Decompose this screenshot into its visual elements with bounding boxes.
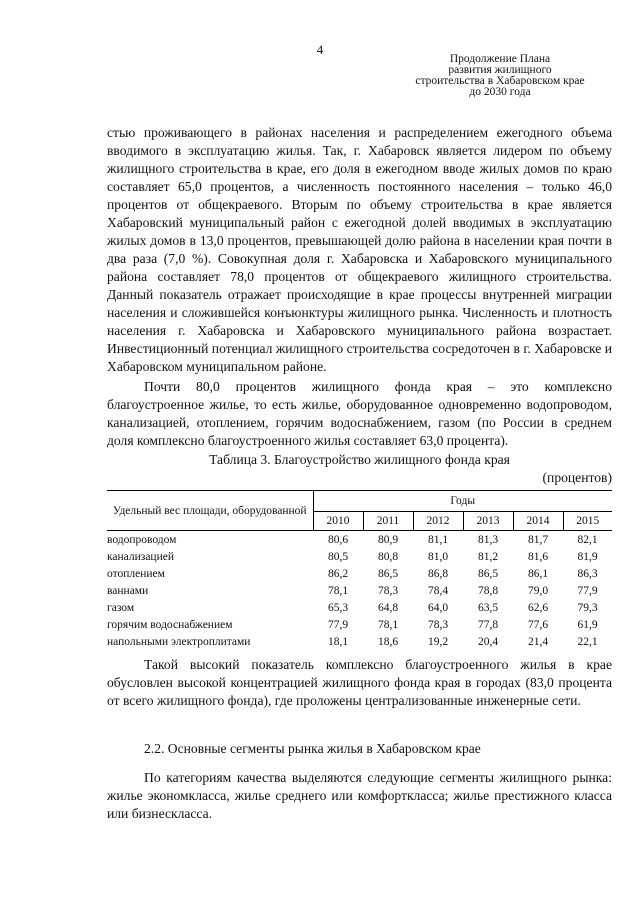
table-cell: 78,8	[477, 584, 499, 597]
table-cell: 77,9	[577, 584, 598, 597]
header-note-line: Продолжение Плана	[449, 53, 551, 65]
table-cell: 86,8	[427, 567, 449, 580]
header-note-line: до 2030 года	[469, 86, 531, 98]
table-cell: 77,8	[477, 618, 499, 631]
table-cell: 81,2	[477, 550, 499, 563]
table-cell: 18,6	[377, 635, 399, 648]
table-header-year: 2014	[513, 512, 563, 531]
table-cell: 64,0	[427, 601, 449, 614]
table-cell: 78,1	[377, 618, 399, 631]
table-cell: 78,4	[427, 584, 449, 597]
table-cell: 81,9	[577, 550, 598, 563]
table-row	[107, 548, 612, 565]
table-row-label: канализацией	[107, 550, 174, 563]
table-cell: 22,1	[577, 635, 598, 648]
table-title: Таблица 3. Благоустройство жилищного фонда края	[209, 452, 510, 467]
section-heading: 2.2. Основные сегменты рынка жилья в Хабаровском крае	[144, 741, 481, 756]
table-cell: 86,3	[577, 567, 598, 580]
table-cell: 86,5	[477, 567, 499, 580]
table-cell: 86,2	[327, 567, 349, 580]
table-cell: 77,9	[327, 618, 349, 631]
table-cell: 81,3	[477, 533, 499, 546]
table-cell: 65,3	[327, 601, 349, 614]
header-note	[390, 54, 610, 98]
table-header-year: 2013	[463, 512, 513, 531]
table-row	[107, 633, 612, 650]
table-header-year: 2015	[563, 512, 612, 531]
page-number: 4	[316, 42, 324, 57]
paragraph-amenities: Почти 80,0 процентов жилищного фонда края – это комплексно благоустроенное жилье, то есть жилье, оборудованное одновременно водопроводом, канализацией, отоплением, горячим водоснабжением, газом (по России в среднем доля комплексно благоустроенного жилья составляет 63,0 процента).	[107, 379, 612, 448]
table-cell: 77,6	[527, 618, 549, 631]
table-cell: 61,9	[577, 618, 598, 631]
table-row-label: водопроводом	[107, 533, 177, 546]
table-cell: 19,2	[427, 635, 449, 648]
table-cell: 64,8	[377, 601, 399, 614]
table-cell: 82,1	[577, 533, 598, 546]
table-cell: 80,6	[327, 533, 349, 546]
table-cell: 80,5	[327, 550, 349, 563]
table-cell: 80,9	[377, 533, 399, 546]
table-cell: 18,1	[327, 635, 349, 648]
table-cell: 21,4	[527, 635, 549, 648]
table-cell: 63,5	[477, 601, 499, 614]
table-cell: 78,3	[427, 618, 449, 631]
table-row-label: напольными электроплитами	[107, 635, 251, 648]
table-unit: (процентов)	[542, 470, 612, 485]
table-cell: 80,8	[377, 550, 399, 563]
table-row-label: отоплением	[107, 567, 165, 580]
table-cell: 86,1	[527, 567, 549, 580]
table-row	[107, 582, 612, 599]
table-row	[107, 531, 612, 549]
table-header-years: Годы	[313, 491, 612, 512]
table-header-row	[107, 491, 612, 512]
table-row	[107, 599, 612, 616]
table-header-name: Удельный вес площади, оборудованной	[107, 491, 313, 531]
amenities-table	[107, 490, 612, 650]
table-cell: 62,6	[527, 601, 549, 614]
table-cell: 81,1	[427, 533, 449, 546]
header-note-line: строительства в Хабаровском крае	[415, 75, 585, 87]
table-cell: 20,4	[477, 635, 499, 648]
table-row	[107, 565, 612, 582]
table-cell: 79,0	[527, 584, 549, 597]
table-cell: 81,0	[427, 550, 449, 563]
table-cell: 79,3	[577, 601, 598, 614]
table-cell: 86,5	[377, 567, 399, 580]
table-header-year: 2010	[313, 512, 363, 531]
table-row	[107, 616, 612, 633]
table-cell: 78,3	[377, 584, 399, 597]
table-cell: 78,1	[327, 584, 349, 597]
table-header-year: 2011	[363, 512, 413, 531]
table-row-label: газом	[107, 601, 135, 614]
paragraph-urban-concentration: Такой высокий показатель комплексно благоустроенного жилья в крае обусловлен высокой концентрацией жилищного фонда края в городах (83,0 процента от всего жилищного фонда), где проложены централизованные инженерные сети.	[107, 657, 612, 708]
paragraph-migration: стью проживающего в районах населения и распределением ежегодного объема вводимого в эксплуатацию жилья. Так, г. Хабаровск является лидером по объему жилищного строительства в крае, его доля в ежегодном вводе жилых домов по краю составляет 65,0 процентов, а численность постоянного населения – только 46,0 процентов от общекраевого. Вторым по объему строительства в крае является Хабаровский муниципальный район с ежегодной долей вводимых в эксплуатацию жилых домов в 13,0 процентов, превышающей долю района в населении края почти в два раза (7,0 %). Совокупная доля г. Хабаровска и Хабаровского муниципального района составляет 78,0 процентов от общекраевого жилищного строительства. Данный показатель отражает происходящие в крае процессы внутренней миграции населения и сложившейся конъюнктуры жилищного рынка. Численность и плотность населения г. Хабаровска и Хабаровского муниципального района возрастает. Инвестиционный потенциал жилищного строительства сосредоточен в г. Хабаровске и Хабаровском муниципальном районе.	[107, 125, 612, 374]
paragraph-segments: По категориям качества выделяются следующие сегменты жилищного рынка: жилье экономкласса, жилье среднего или комфорткласса; жилье престижного класса или бизнескласса.	[107, 770, 612, 821]
table-cell: 81,6	[527, 550, 549, 563]
header-note-line: развития жилищного	[448, 64, 552, 76]
table-header-year: 2012	[413, 512, 463, 531]
table-row-label: ваннами	[107, 584, 149, 597]
table-row-label: горячим водоснабжением	[107, 618, 233, 631]
table-cell: 81,7	[527, 533, 549, 546]
